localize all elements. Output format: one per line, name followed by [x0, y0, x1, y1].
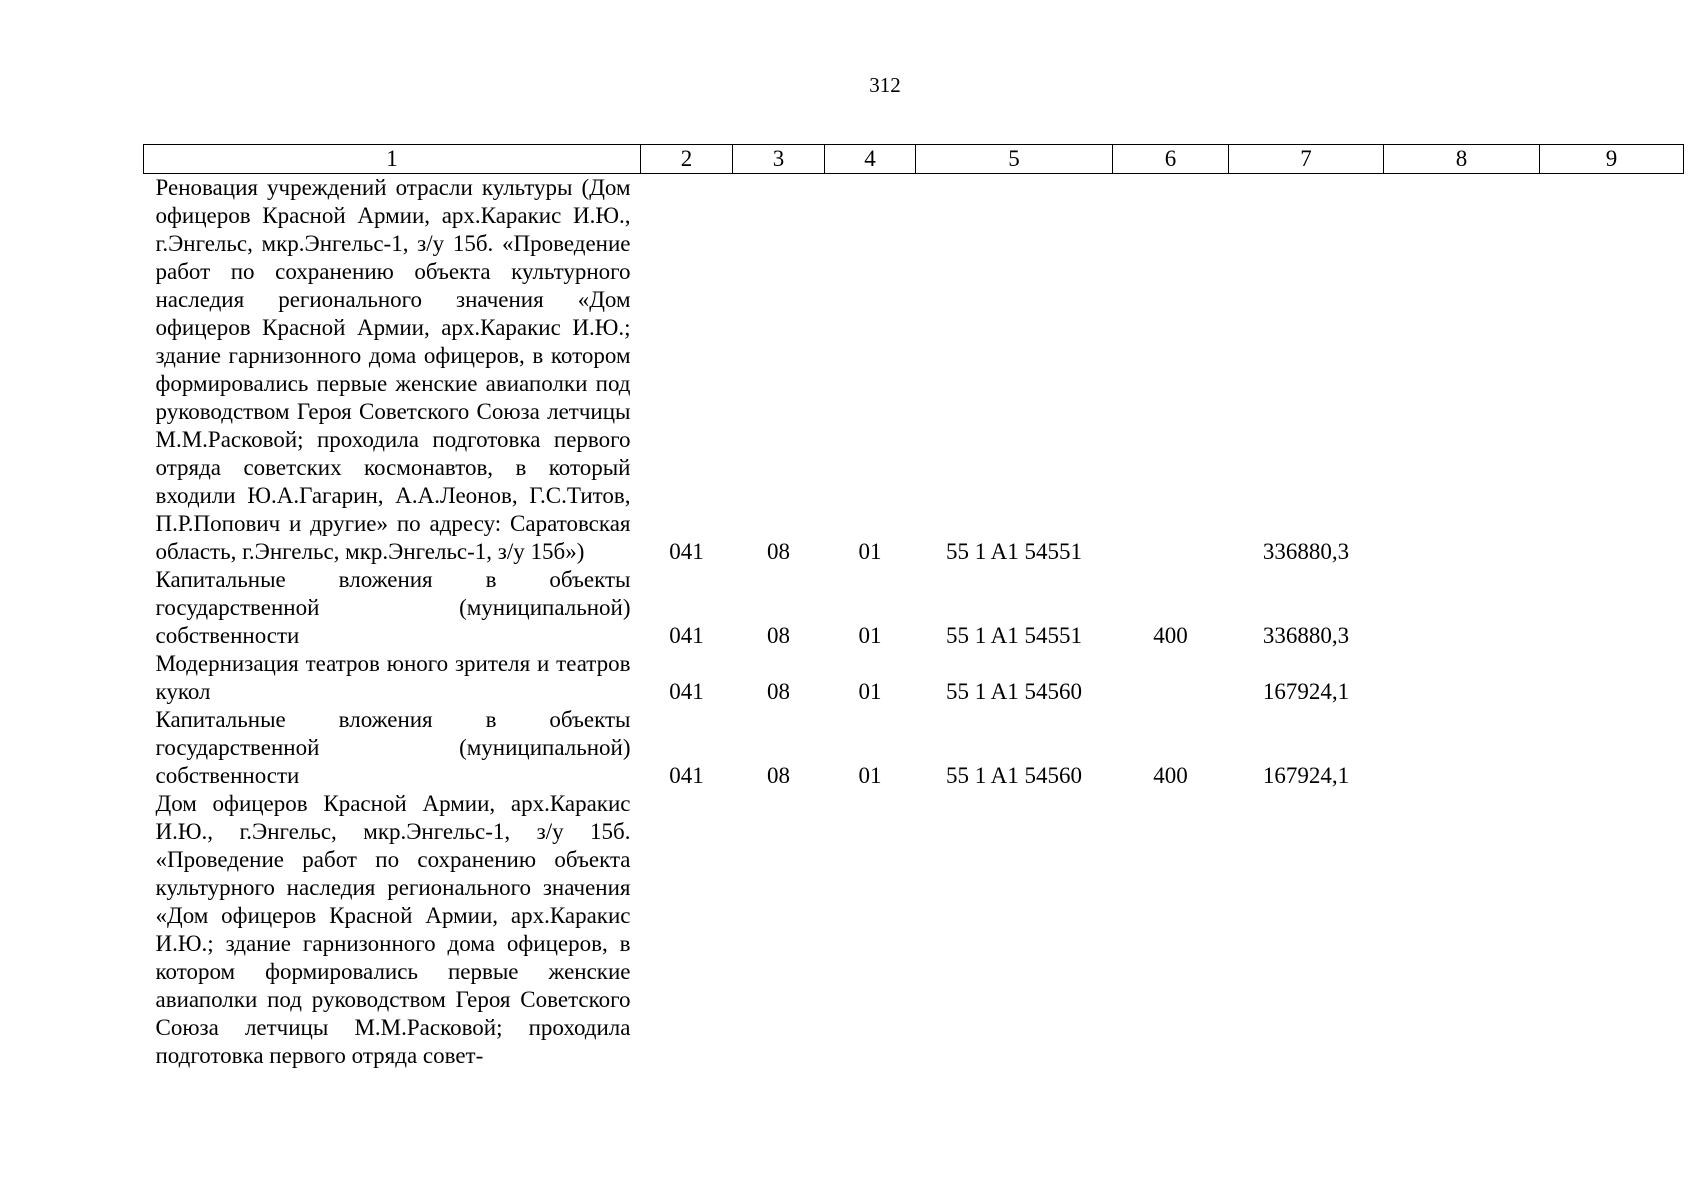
table-row	[144, 566, 1684, 650]
column-header: 5	[916, 145, 1113, 174]
table-row	[144, 790, 1684, 1070]
row-amount	[1229, 790, 1384, 1070]
table-row	[144, 650, 1684, 706]
row-section-code: 08	[767, 679, 790, 704]
row-amount: 167924,1	[1262, 763, 1350, 788]
row-subsection-code: 01	[858, 623, 882, 648]
row-target-code: 55 1 A1 54560	[945, 679, 1083, 704]
row-target-code: 55 1 A1 54551	[945, 539, 1083, 564]
row-col8	[1384, 790, 1540, 1070]
row-name: Модернизация театров юного зрителя и театров кукол	[155, 651, 631, 704]
row-subsection-code: 01	[858, 763, 882, 788]
row-name: Дом офицеров Красной Армии, арх.Каракис И.Ю., г.Энгельс, мкр.Энгельс-1, з/у 15б. «Проведение работ по сохранению объекта культурного наследия регионального значения «Дом офицеров Красной Армии, арх.Каракис И.Ю.; здание гарнизонного дома офицеров, в котором формировались первые женские авиаполки под руководством Героя Советского Союза летчицы М.М.Расковой; проходила подготовка первого отряда совет-	[155, 791, 631, 1068]
row-name: Капитальные вложения в объекты государственной (муниципальной) собственности	[155, 567, 631, 648]
table-row	[144, 706, 1684, 790]
row-col9	[1540, 790, 1684, 1070]
row-col8	[1384, 706, 1540, 790]
row-ministry-code: 041	[669, 763, 704, 788]
row-col8	[1384, 566, 1540, 650]
row-ministry-code: 041	[669, 539, 704, 564]
row-ministry-code: 041	[669, 623, 704, 648]
page-number: 312	[869, 73, 901, 97]
row-col8	[1384, 174, 1540, 567]
row-subsection-code	[825, 790, 916, 1070]
row-ministry-code: 041	[669, 679, 704, 704]
row-section-code	[733, 790, 825, 1070]
row-col9	[1540, 566, 1684, 650]
row-col9	[1540, 650, 1684, 706]
row-expense-type: 400	[1153, 763, 1188, 788]
row-name: Реновация учреждений отрасли культуры (Дом офицеров Красной Армии, арх.Каракис И.Ю., г.Энгельс, мкр.Энгельс-1, з/у 15б. «Проведение работ по сохранению объекта культурного наследия регионального значения «Дом офицеров Красной Армии, арх.Каракис И.Ю.; здание гарнизонного дома офицеров, в котором формировались первые женские авиаполки под руководством Героя Советского Союза летчицы М.М.Расковой; проходила подготовка первого отряда советских космонавтов, в который входили Ю.А.Гагарин, А.А.Леонов, Г.С.Титов, П.Р.Попович и другие» по адресу: Саратовская область, г.Энгельс, мкр.Энгельс-1, з/у 15б»)	[155, 175, 631, 564]
row-section-code: 08	[767, 763, 790, 788]
row-expense-type: 400	[1153, 623, 1188, 648]
row-target-code	[916, 790, 1113, 1070]
row-col9	[1540, 174, 1684, 567]
row-col8	[1384, 650, 1540, 706]
budget-table	[143, 144, 1684, 1070]
row-section-code: 08	[767, 539, 790, 564]
row-subsection-code: 01	[858, 679, 882, 704]
row-target-code: 55 1 A1 54560	[945, 763, 1083, 788]
row-expense-type	[1113, 174, 1229, 567]
row-section-code: 08	[767, 623, 790, 648]
column-header: 2	[641, 145, 733, 174]
row-name: Капитальные вложения в объекты государственной (муниципальной) собственности	[155, 707, 631, 788]
column-header: 9	[1540, 145, 1684, 174]
column-header: 7	[1229, 145, 1384, 174]
row-amount: 167924,1	[1262, 679, 1350, 704]
column-header: 6	[1113, 145, 1229, 174]
column-header: 3	[733, 145, 825, 174]
row-amount: 336880,3	[1262, 623, 1350, 648]
row-col9	[1540, 706, 1684, 790]
row-target-code: 55 1 A1 54551	[945, 623, 1083, 648]
row-ministry-code	[641, 790, 733, 1070]
table-header-row	[144, 145, 1684, 174]
column-header: 8	[1384, 145, 1540, 174]
column-header: 1	[144, 145, 641, 174]
table-row	[144, 174, 1684, 567]
row-subsection-code: 01	[858, 539, 882, 564]
row-expense-type	[1113, 650, 1229, 706]
row-amount: 336880,3	[1262, 539, 1350, 564]
column-header: 4	[825, 145, 916, 174]
row-expense-type	[1113, 790, 1229, 1070]
